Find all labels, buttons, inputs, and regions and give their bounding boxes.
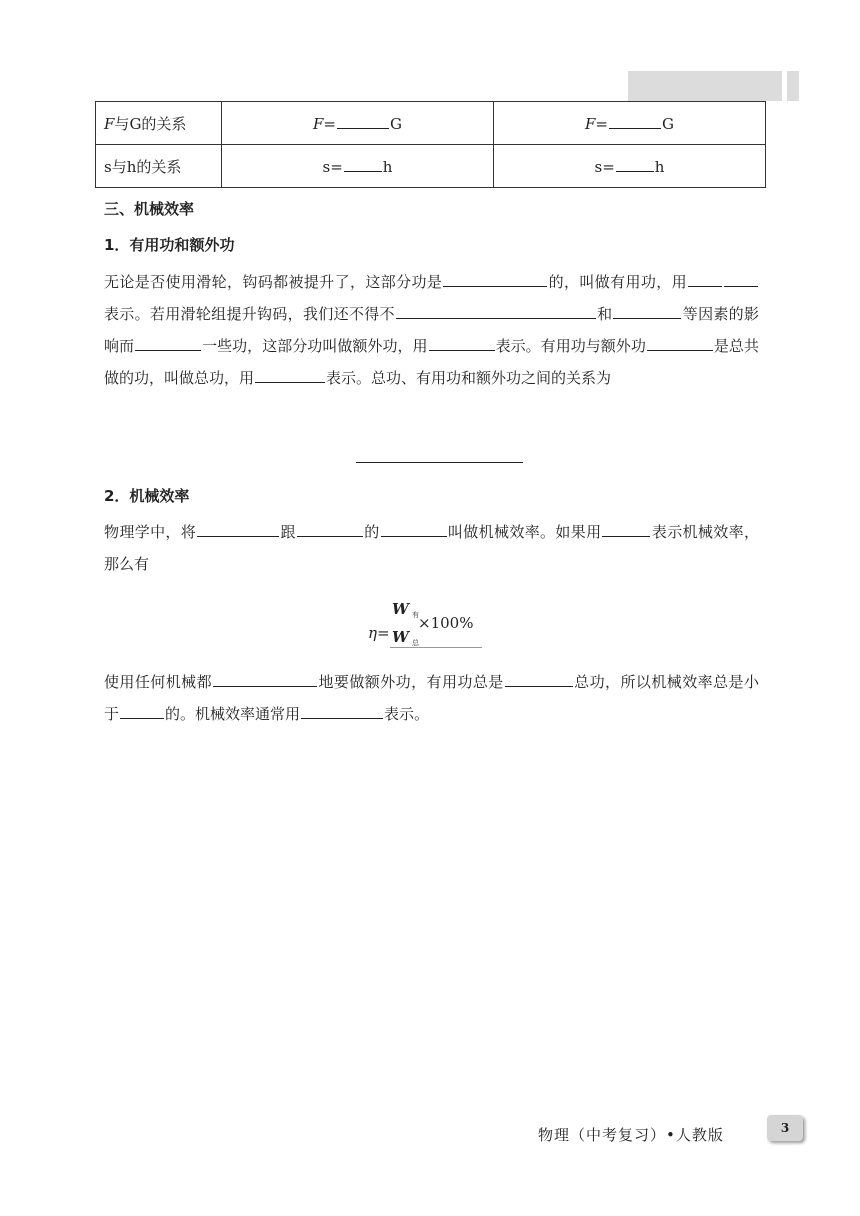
paragraph-efficiency-notes: 使用任何机械都 地要做额外功，有用功总是 总功，所以机械效率总是小于 的。机械效率通常用 表示。	[104, 673, 759, 723]
cell-value: s= h	[222, 145, 494, 188]
fill-blank[interactable]	[724, 271, 758, 287]
subsection-title: 1．有用功和额外功	[104, 236, 235, 254]
footer-book-title: 物理（中考复习）•人教版	[538, 1126, 724, 1144]
table-row	[96, 102, 766, 145]
cell-value: F= G	[494, 102, 766, 145]
fill-blank[interactable]	[213, 671, 317, 687]
fill-blank[interactable]	[197, 521, 279, 537]
fill-blank[interactable]	[135, 335, 201, 351]
relation-table	[95, 101, 766, 188]
fill-blank[interactable]	[344, 156, 382, 172]
table-row	[96, 145, 766, 188]
paragraph-efficiency-def: 物理学中，将 跟 的 叫做机械效率。如果用 表示机械效率，那么有	[104, 523, 759, 573]
fill-blank[interactable]	[301, 703, 383, 719]
row-label: F与G的关系	[96, 102, 222, 145]
fill-blank[interactable]	[443, 271, 547, 287]
section-title: 三、机械效率	[104, 200, 195, 218]
header-tab-decoration-small	[787, 71, 799, 101]
fill-blank[interactable]	[505, 671, 573, 687]
fill-blank[interactable]	[647, 335, 713, 351]
formula-blank[interactable]	[356, 462, 523, 463]
cell-value: F= G	[222, 102, 494, 145]
header-tab-decoration	[628, 71, 782, 101]
fill-blank[interactable]	[613, 303, 681, 319]
cell-value: s= h	[494, 145, 766, 188]
fill-blank[interactable]	[609, 113, 661, 129]
fill-blank[interactable]	[255, 367, 325, 383]
paragraph-useful-work: 无论是否使用滑轮，钩码都被提升了，这部分功是 的，叫做有用功，用表示。若用滑轮组提升钩码，我们还不得不 和 等因素的影响而 一些功，这部分功叫做额外功，用 表示。有用功与额外功 是总共做的功，叫做总功，用 表示。总功、有用功和额外功之间的关系为	[104, 273, 759, 387]
row-label: s与h的关系	[96, 145, 222, 188]
page-number: 3	[767, 1115, 803, 1141]
fill-blank[interactable]	[688, 271, 722, 287]
fill-blank[interactable]	[381, 521, 447, 537]
fill-blank[interactable]	[337, 113, 389, 129]
fill-blank[interactable]	[616, 156, 654, 172]
subsection-title: 2．机械效率	[104, 487, 190, 505]
fill-blank[interactable]	[602, 521, 650, 537]
fill-blank[interactable]	[396, 303, 596, 319]
fill-blank[interactable]	[429, 335, 495, 351]
fill-blank[interactable]	[120, 703, 164, 719]
fill-blank[interactable]	[297, 521, 363, 537]
